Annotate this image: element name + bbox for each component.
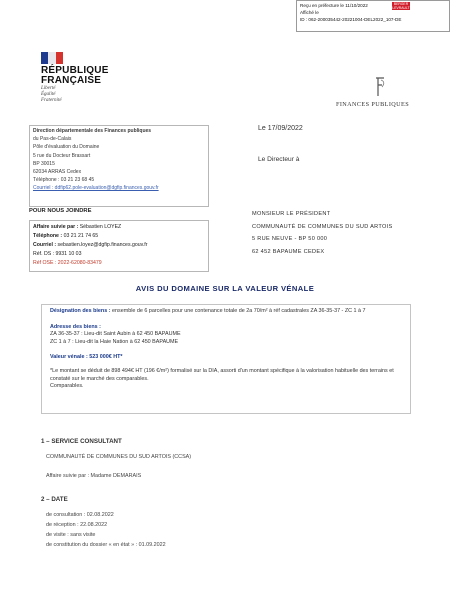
designation-label: Désignation des biens : <box>50 308 113 314</box>
sender-line: Téléphone : 03 21 23 68 45 <box>33 177 95 184</box>
adresse-line-1: ZA 36-35-37 : Lieu-dit Saint Aubin à 62 450 BAPAUME <box>50 331 181 338</box>
recipient-address <box>252 208 393 258</box>
recipient-line: 5 RUE NEUVE - BP 50 000 <box>252 236 328 242</box>
valeur-amount: 523 000€ HT* <box>89 354 123 361</box>
case-handler-value: Sébastien LOYEZ <box>79 224 122 230</box>
motto-egalite: Égalité <box>41 92 56 97</box>
designation-text: ensemble de 6 parcelles pour une contenance totale de 2a 70/m² à réf cadastrales ZA 36-35-37 - ZC 1 à 7 <box>112 308 366 314</box>
valeur-label: Valeur vénale : <box>50 354 90 361</box>
section-date-heading: 2 – DATE <box>41 496 68 503</box>
republique-francaise-title <box>41 66 109 86</box>
sender-line: du Pas-de-Calais <box>33 136 72 143</box>
section-2-line: de réception : 22.08.2022 <box>46 522 108 528</box>
rf-line1: RÉPUBLIQUE <box>41 65 109 76</box>
sender-line: Direction départementale des Finances publiques <box>33 128 152 134</box>
finances-publiques-logo-icon <box>373 76 387 98</box>
case-email-label: Courriel : <box>33 242 58 248</box>
sender-line: Pôle d'évaluation du Domaine <box>33 144 100 151</box>
recipient-line: 62 452 BAPAUME CEDEX <box>252 248 325 255</box>
case-handler <box>33 223 205 232</box>
designation <box>50 308 402 316</box>
case-ref-ose: Réf OSE : 2022-62080-83479 <box>33 260 102 266</box>
section-2-line: de visite : sans visite <box>46 532 96 538</box>
sender-line: BP 30015 <box>33 160 55 167</box>
valeur-venale <box>50 354 402 362</box>
rf-line2: FRANÇAISE <box>41 75 102 86</box>
directeur-line: Le Directeur à <box>258 156 300 163</box>
case-email <box>33 241 205 250</box>
sender-email-link[interactable]: Courriel : ddfip62.pole-evaluation@dgfip.finances.gouv.fr <box>33 185 159 192</box>
letter-date: Le 17/09/2022 <box>258 125 303 132</box>
section-1-line: COMMUNAUTÉ DE COMMUNES DU SUD ARTOIS (CCSA) <box>46 454 192 460</box>
section-2-line: de consultation : 02.08.2022 <box>46 512 114 518</box>
section-service-consultant-heading: 1 – SERVICE CONSULTANT <box>41 438 122 445</box>
valeur-note-2: Comparables. <box>50 383 84 390</box>
recipient-line: MONSIEUR LE PRÉSIDENT <box>252 211 331 217</box>
motto <box>41 86 62 104</box>
section-1-line: Affaire suivie par : Madame DEMARAIS <box>46 473 142 479</box>
prefecture-stamp <box>296 0 450 32</box>
finances-publiques-label: FINANCES PUBLIQUES <box>336 101 410 108</box>
sender-line: 5 rue du Docteur Brassart <box>33 152 91 159</box>
case-phone-label: Téléphone : <box>33 233 64 239</box>
valuation-box <box>41 304 411 414</box>
adresse-line-2: ZC 1 à 7 : Lieu-dit la Haie Nation à 62 450 BAPAUME <box>50 338 179 345</box>
motto-liberte: Liberté <box>41 86 56 91</box>
stamp-id: ID : 062-200035442-20221004-DEL2022_107-DE <box>300 17 402 22</box>
recipient-line: COMMUNAUTÉ DE COMMUNES DU SUD ARTOIS <box>252 223 393 230</box>
case-contact-block <box>29 220 209 272</box>
case-ref-ds: Réf. DS : 9931 10 03 <box>33 251 82 257</box>
case-email-value[interactable]: sebastien.loyez@dgfip.finances.gouv.fr <box>57 242 148 248</box>
stamp-posted: Affiché le <box>300 10 319 15</box>
sender-line: 62034 ARRAS Cedex <box>33 169 82 176</box>
section-2-line: de constitution du dossier « en état » : 01.09.2022 <box>46 542 166 548</box>
berger-levrault-logo: BERGER LEVRAULT <box>392 2 410 10</box>
motto-fraternite: Fraternité <box>41 98 62 103</box>
stamp-received: Reçu en préfecture le 11/10/2022 <box>300 3 368 8</box>
adresse-label: Adresse des biens : <box>50 323 101 330</box>
case-phone <box>33 232 205 241</box>
pour-nous-joindre-heading: POUR NOUS JOINDRE <box>29 208 92 214</box>
valeur-note: *Le montant se déduit de 898 494€ HT (196 €/m²) formalisé sur la DIA, assorti d'un montant spécifique à la valorisation habituelle des terrains et constaté sur le marché des comparables. <box>50 367 394 382</box>
case-handler-label: Affaire suivie par : <box>33 224 80 230</box>
case-phone-value: 03 21 21 74 65 <box>63 233 99 239</box>
document-title: AVIS DU DOMAINE SUR LA VALEUR VÉNALE <box>135 284 315 293</box>
marianne-logo <box>41 52 63 64</box>
sender-block <box>29 125 209 207</box>
